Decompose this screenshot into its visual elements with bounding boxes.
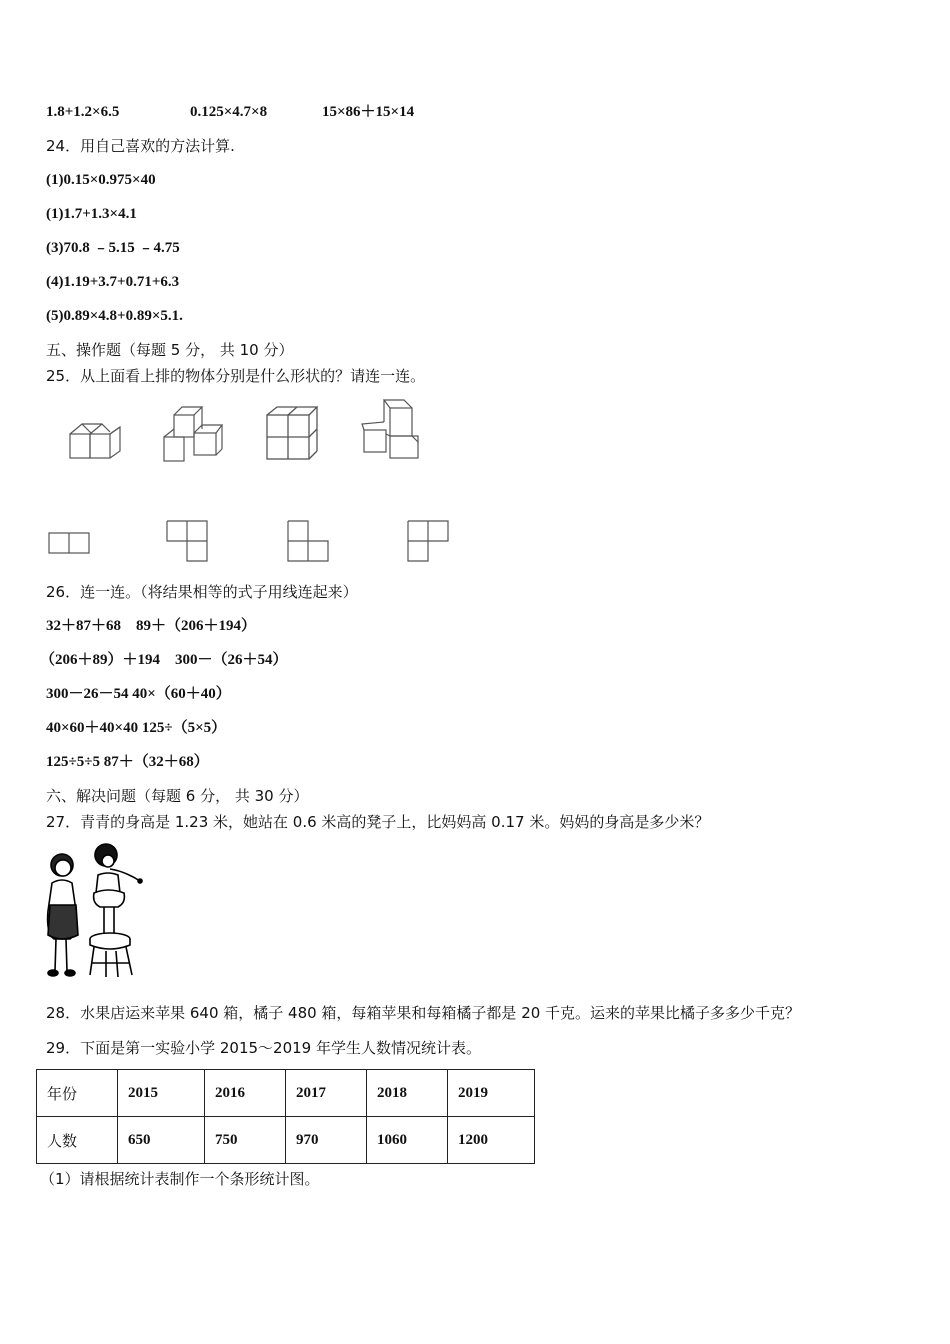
table-cell-year: 2016 <box>205 1070 286 1117</box>
q26-row-2: （206＋89）＋194 300－（26＋54） <box>40 652 288 668</box>
table-cell-count: 750 <box>205 1117 286 1164</box>
top-view-3 <box>287 519 331 563</box>
q26-row-5: 125÷5÷5 87＋（32＋68） <box>46 754 209 770</box>
q28-title: 28．水果店运来苹果 640 箱，橘子 480 箱，每箱苹果和每箱橘子都是 20 千克。运来的苹果比橘子多多少千克？ <box>46 1004 801 1022</box>
q29-title: 29．下面是第一实验小学 2015～2019 年学生人数情况统计表。 <box>46 1039 481 1057</box>
table-cell-count: 970 <box>286 1117 367 1164</box>
q26-row-1: 32＋87＋68 89＋（206＋194） <box>46 618 257 634</box>
student-count-table <box>36 1069 535 1164</box>
solid-figure-2 <box>162 403 224 465</box>
mother-daughter-stool-illustration <box>44 843 148 981</box>
table-header-count-label: 人数 <box>37 1117 118 1164</box>
section-6-title: 六、解决问题（每题 6 分， 共 30 分） <box>46 787 309 805</box>
table-cell-year: 2019 <box>448 1070 535 1117</box>
q29-sub-question-1: （1）请根据统计表制作一个条形统计图。 <box>40 1170 320 1188</box>
q23-expression-1: 1.8+1.2×6.5 <box>46 104 120 120</box>
table-header-year-label: 年份 <box>37 1070 118 1117</box>
q24-item-4: (4)1.19+3.7+0.71+6.3 <box>46 274 180 290</box>
q26-title: 26．连一连。（将结果相等的式子用线连起来） <box>46 583 358 601</box>
table-cell-count: 650 <box>118 1117 205 1164</box>
q23-expression-3: 15×86＋15×14 <box>322 104 415 120</box>
solid-figure-3 <box>265 405 321 461</box>
table-cell-count: 1060 <box>367 1117 448 1164</box>
top-view-2 <box>166 519 210 563</box>
table-cell-year: 2015 <box>118 1070 205 1117</box>
q27-title: 27．青青的身高是 1.23 米，她站在 0.6 米高的凳子上，比妈妈高 0.17 米。妈妈的身高是多少米？ <box>46 813 710 831</box>
q24-item-1: (1)0.15×0.975×40 <box>46 172 156 188</box>
q24-title: 24．用自己喜欢的方法计算. <box>46 137 235 155</box>
solid-figure-4 <box>360 398 424 462</box>
q24-item-2: (1)1.7+1.3×4.1 <box>46 206 137 222</box>
q23-expression-row <box>46 103 414 121</box>
q24-item-5: (5)0.89×4.8+0.89×5.1. <box>46 308 183 324</box>
solid-figure-1 <box>68 418 124 462</box>
table-row-years <box>37 1070 535 1117</box>
table-cell-year: 2017 <box>286 1070 367 1117</box>
table-cell-year: 2018 <box>367 1070 448 1117</box>
section-5-title: 五、操作题（每题 5 分， 共 10 分） <box>46 341 294 359</box>
q25-title: 25．从上面看上排的物体分别是什么形状的？请连一连。 <box>46 367 426 385</box>
q24-item-3: (3)70.8 ﹣5.15 ﹣4.75 <box>46 240 180 256</box>
q23-expression-2: 0.125×4.7×8 <box>190 104 268 120</box>
q26-row-3: 300－26－54 40×（60＋40） <box>46 686 231 702</box>
q26-row-4: 40×60＋40×40 125÷（5×5） <box>46 720 227 736</box>
table-row-counts <box>37 1117 535 1164</box>
top-view-1 <box>48 531 92 555</box>
top-view-4 <box>407 519 451 563</box>
table-cell-count: 1200 <box>448 1117 535 1164</box>
